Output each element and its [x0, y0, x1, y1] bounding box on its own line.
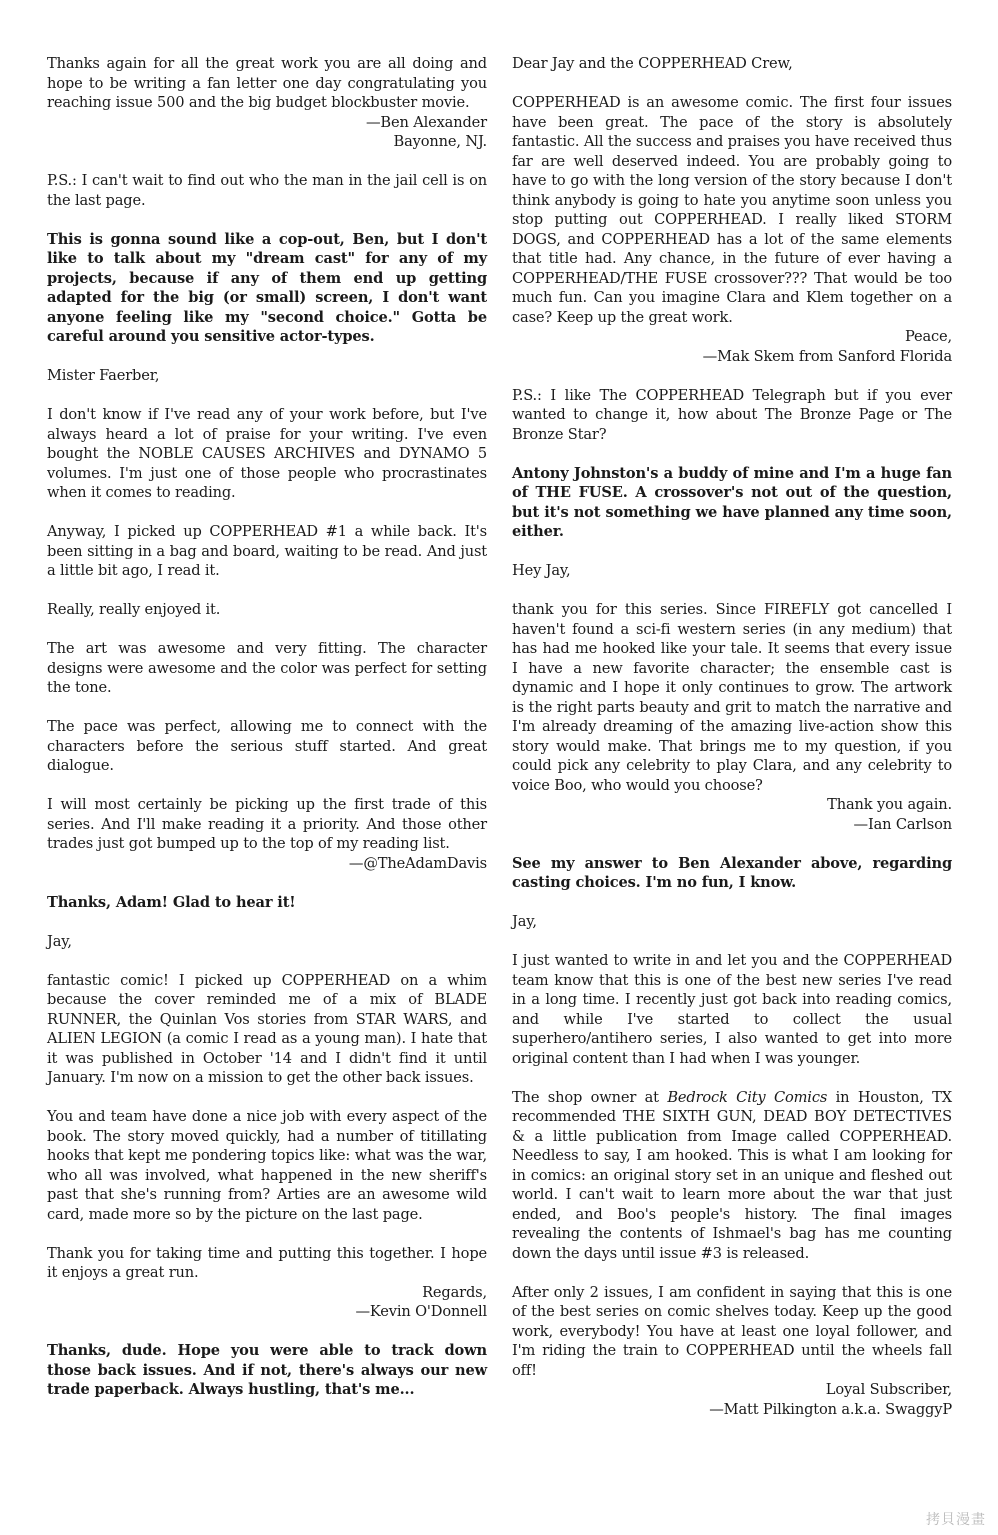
letter-paragraph: P.S.: I like The COPPERHEAD Telegraph but if you ever wanted to change it, how about The Bronze Page or The Bronze Star? — [512, 386, 952, 443]
letter-paragraph: I will most certainly be picking up the first trade of this series. And I'll make reading it a priority. And those other trades just got bumped up to the top of my reading list. — [47, 796, 487, 852]
letter-paragraph: After only 2 issues, I am confident in saying that this is one of the best series on comic shelves today. Keep up the good work, everybody! You have at least one loyal follower, and I'm riding the train to COPPERHEAD until the wheels fall off! — [512, 1283, 952, 1379]
editor-reply: This is gonna sound like a cop-out, Ben, but I don't like to talk about my "dream cast" for any of my projects, because if any of them end up getting adapted for the big (or small) screen, I don't want anyone feeling like my "second choice." Gotta be careful around you sensitive actor-types. — [47, 230, 487, 345]
letter-paragraph: Really, really enjoyed it. — [47, 601, 221, 618]
letter-signature — [47, 1283, 487, 1322]
letter-paragraph: Anyway, I picked up COPPERHEAD #1 a while back. It's been sitting in a bag and board, waiting to be read. And just a little bit ago, I read it. — [47, 523, 487, 579]
signature-line: Peace, — [904, 328, 952, 345]
letter-paragraph: thank you for this series. Since FIREFLY got cancelled I haven't found a sci-fi western series (in any medium) that has had me hooked like your tale. It seems that every issue I have a new favorite character; the ensemble cast is dynamic and I hope it only continues to grow. The artwork is the right parts beauty and grit to match the narrative and I'm already dreaming of the amazing live-action show this story would make. That brings me to my question, if you could pick any celebrity to play Clara, and any celebrity to voice Boo, who would you choose? — [512, 601, 952, 794]
letter-paragraph: P.S.: I can't wait to find out who the man in the jail cell is on the last page. — [47, 172, 487, 209]
letter-salutation: Jay, — [512, 913, 537, 930]
letter-salutation: Mister Faerber, — [47, 367, 160, 384]
letter-salutation: Dear Jay and the COPPERHEAD Crew, — [512, 55, 793, 72]
store-name: Bedrock City Comics — [667, 1088, 828, 1106]
signature-line: —Kevin O'Donnell — [355, 1303, 487, 1320]
letter-salutation: Hey Jay, — [512, 562, 571, 579]
editor-reply: Antony Johnston's a buddy of mine and I'm a huge fan of THE FUSE. A crossover's not out of the question, but it's not something we have planned any time soon, either. — [512, 464, 952, 540]
signature-line: Regards, — [422, 1283, 487, 1301]
editor-reply: Thanks, Adam! Glad to hear it! — [47, 893, 296, 911]
letter-paragraph: fantastic comic! I picked up COPPERHEAD on a whim because the cover reminded me of a mix of BLADE RUNNER, the Quinlan Vos stories from STAR WARS, and ALIEN LEGION (a comic I read as a young man). I hate that it was published in October '14 and I didn't find it until January. I'm now on a mission to get the other back issues. — [47, 971, 487, 1086]
letter-paragraph — [512, 1088, 952, 1264]
letter-paragraph: I don't know if I've read any of your work before, but I've always heard a lot of praise for your writing. I've even bought the NOBLE CAUSES ARCHIVES and DYNAMO 5 volumes. I'm just one of those people who procrastinates when it comes to reading. — [47, 406, 487, 501]
signature-line: —@TheAdamDavis — [348, 854, 487, 872]
letter-signature — [47, 113, 487, 152]
letter-signature — [512, 1380, 952, 1419]
letter-paragraph: I just wanted to write in and let you and the COPPERHEAD team know that this is one of the best new series I've read in a long time. I recently just got back into reading comics, and while I've started to collect the usual superhero/antihero series, I also wanted to get into more original content than I had when I was younger. — [512, 952, 952, 1067]
letter-signature — [512, 795, 952, 834]
signature-line: —Ben Alexander — [365, 113, 487, 131]
letter-paragraph: The art was awesome and very fitting. The character designs were awesome and the color was perfect for setting the tone. — [47, 640, 487, 696]
letter-signature — [47, 854, 487, 874]
letter-salutation: Jay, — [47, 932, 72, 950]
right-column — [512, 54, 952, 1439]
signature-line: —Ian Carlson — [853, 815, 952, 833]
signature-line: Loyal Subscriber, — [825, 1381, 952, 1398]
left-column — [47, 54, 487, 1419]
signature-line: —Mak Skem from Sanford Florida — [702, 347, 952, 365]
letter-paragraph: Thanks again for all the great work you are all doing and hope to be writing a fan letter one day congratulating you reaching issue 500 and the big budget blockbuster movie. — [47, 55, 487, 111]
paragraph-text: in Houston, TX recommended THE SIXTH GUN, DEAD BOY DETECTIVES & a little publication from Image called COPPERHEAD. Needless to say, I am hooked. This is what I am looking for in comics: an original story set in an unique and fleshed out world. I can't wait to learn more about the war that just ended, and Boo's people's history. The final images revealing the contents of Ishmael's bag has me counting down the days until issue #3 is released. — [512, 1088, 953, 1262]
watermark: 拷貝漫畫 — [926, 1512, 986, 1528]
letter-paragraph: You and team have done a nice job with every aspect of the book. The story moved quickly, had a number of titillating hooks that kept me pondering topics like: what was the war, who all was involved, what happened in the new sheriff's past that she's running from? Arties are an awesome wild card, made more so by the picture on the last page. — [47, 1108, 487, 1223]
letter-paragraph: Thank you for taking time and putting this together. I hope it enjoys a great run. — [47, 1244, 487, 1281]
letter-paragraph: COPPERHEAD is an awesome comic. The first four issues have been great. The pace of the story is absolutely fantastic. All the success and praises you have received thus far are well deserved indeed. You are probably going to have to go with the long version of the story because I don't think anybody is going to hate you anytime soon unless you stop putting out COPPERHEAD. I really liked STORM DOGS, and COPPERHEAD has a lot of the same elements that title had. Any chance, in the future of ever having a COPPERHEAD/THE FUSE crossover??? That would be too much fun. Can you imagine Clara and Klem together on a case? Keep up the great work. — [512, 94, 952, 326]
signature-line: Thank you again. — [827, 796, 952, 813]
editor-reply: Thanks, dude. Hope you were able to track down those back issues. And if not, there's always our new trade paperback. Always hustling, that's me... — [47, 1342, 487, 1398]
signature-line: —Matt Pilkington a.k.a. SwaggyP — [709, 1400, 952, 1418]
letter-signature — [512, 327, 952, 366]
letter-paragraph: The pace was perfect, allowing me to connect with the characters before the serious stuff started. And great dialogue. — [47, 718, 487, 774]
editor-reply: See my answer to Ben Alexander above, regarding casting choices. I'm no fun, I know. — [512, 854, 952, 891]
signature-line: Bayonne, NJ. — [393, 133, 487, 150]
paragraph-text: The shop owner at — [512, 1088, 668, 1106]
